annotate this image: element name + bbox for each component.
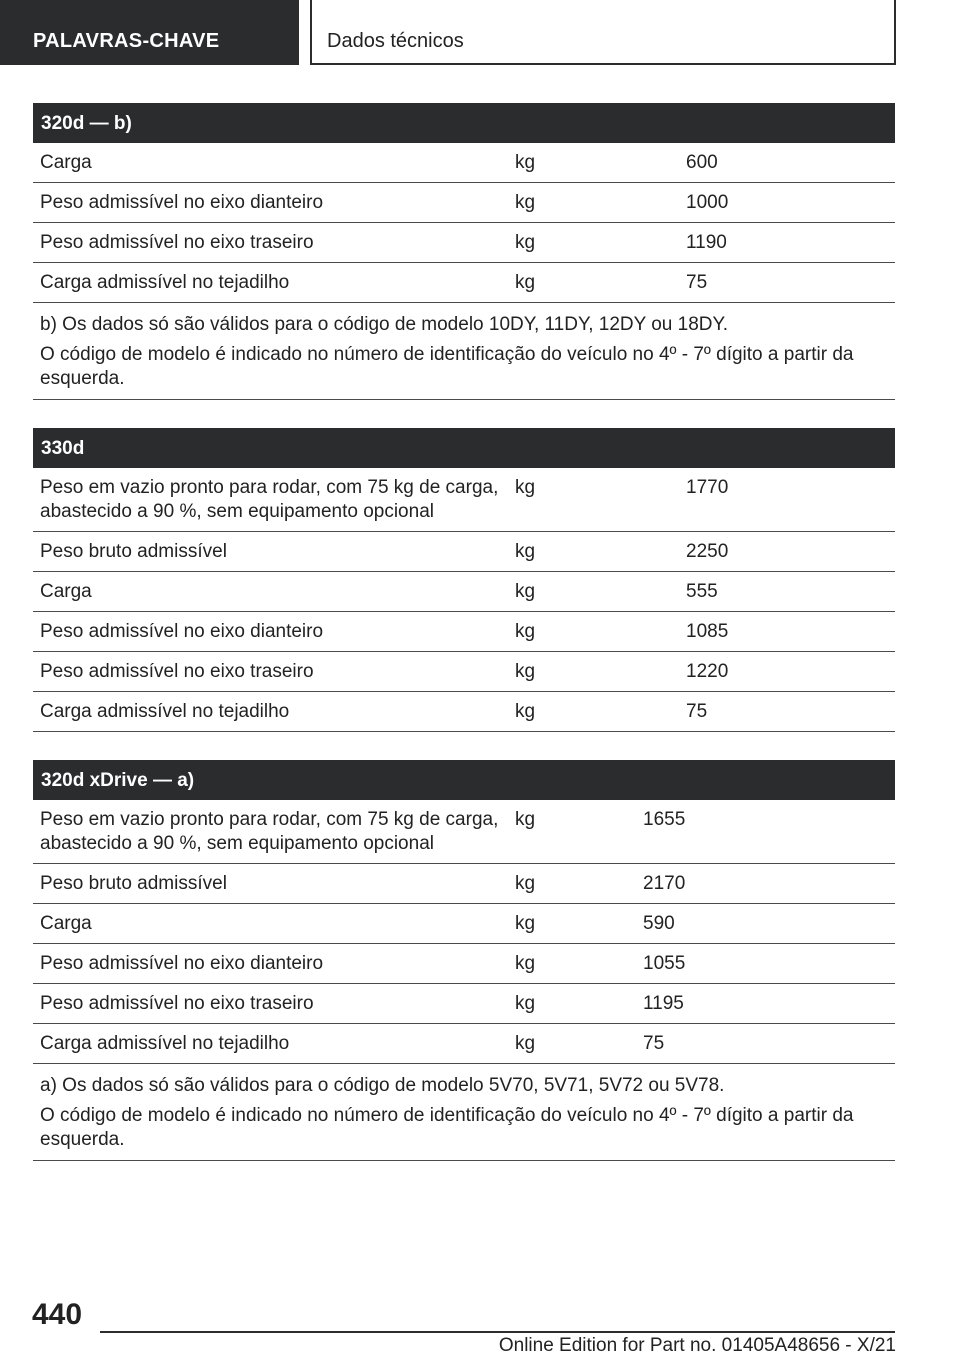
table-row <box>33 984 895 1024</box>
weights-table-320d-xdrive <box>33 760 895 1161</box>
row-label: Peso admissível no eixo traseiro <box>40 993 314 1014</box>
row-value: 1085 <box>686 621 729 642</box>
row-value: 1195 <box>643 993 684 1014</box>
row-value: 75 <box>686 272 708 293</box>
table-row <box>33 572 895 612</box>
row-label: Carga admissível no tejadilho <box>40 272 290 293</box>
row-label: Peso admissível no eixo traseiro <box>40 232 314 253</box>
table-row <box>33 612 895 652</box>
table-row <box>33 532 895 572</box>
row-value: 75 <box>643 1033 665 1054</box>
row-unit: kg <box>515 1033 536 1054</box>
row-unit: kg <box>515 701 536 722</box>
page-number: 440 <box>32 1298 83 1331</box>
footnote-line: b) Os dados só são válidos para o código de modelo 10DY, 11DY, 12DY ou 18DY. <box>40 314 728 335</box>
table-row <box>33 263 895 303</box>
row-value: 2170 <box>643 873 686 894</box>
row-value: 2250 <box>686 541 729 562</box>
row-value: 590 <box>643 913 675 934</box>
row-label: Peso bruto admissível <box>40 541 227 562</box>
table-footnote <box>33 1064 895 1161</box>
row-unit: kg <box>515 809 536 830</box>
keyword-tab[interactable]: PALAVRAS-CHAVE <box>0 0 299 65</box>
row-label: Carga <box>40 913 92 934</box>
row-label: Peso admissível no eixo traseiro <box>40 661 314 682</box>
row-unit: kg <box>515 873 536 894</box>
table-row <box>33 183 895 223</box>
table-row <box>33 1024 895 1064</box>
table-row <box>33 904 895 944</box>
table-row <box>33 223 895 263</box>
row-unit: kg <box>515 192 536 213</box>
table-title: 320d — b) <box>33 103 895 143</box>
row-label: Peso em vazio pronto para rodar, com 75 kg de carga, abastecido a 90 %, sem equipamento opcional <box>40 809 499 854</box>
row-unit: kg <box>515 661 536 682</box>
weights-table-330d <box>33 428 895 732</box>
footnote-line: O código de modelo é indicado no número de identificação do veículo no 4º - 7º dígito a partir da esquerda. <box>40 1105 854 1150</box>
row-value: 1055 <box>643 953 686 974</box>
row-label: Peso em vazio pronto para rodar, com 75 kg de carga, abastecido a 90 %, sem equipamento opcional <box>40 477 499 522</box>
row-unit: kg <box>515 993 536 1014</box>
table-row <box>33 143 895 183</box>
section-title: Dados técnicos <box>310 0 896 65</box>
row-unit: kg <box>515 953 536 974</box>
edition-note: Online Edition for Part no. 01405A48656 - X/21 <box>498 1335 896 1356</box>
table-title: 330d <box>33 428 895 468</box>
table-title: 320d xDrive — a) <box>33 760 895 800</box>
table-row <box>33 468 895 532</box>
row-unit: kg <box>515 581 536 602</box>
row-value: 1190 <box>686 232 727 253</box>
row-unit: kg <box>515 541 536 562</box>
row-label: Carga <box>40 152 92 173</box>
row-value: 1220 <box>686 661 729 682</box>
footer-divider <box>100 1331 895 1333</box>
row-label: Peso admissível no eixo dianteiro <box>40 192 324 213</box>
footnote-line: a) Os dados só são válidos para o código de modelo 5V70, 5V71, 5V72 ou 5V78. <box>40 1075 725 1096</box>
row-value: 555 <box>686 581 718 602</box>
row-label: Peso admissível no eixo dianteiro <box>40 953 324 974</box>
row-label: Carga admissível no tejadilho <box>40 701 290 722</box>
table-row <box>33 692 895 732</box>
row-label: Peso admissível no eixo dianteiro <box>40 621 324 642</box>
row-value: 75 <box>686 701 708 722</box>
footnote-line: O código de modelo é indicado no número de identificação do veículo no 4º - 7º dígito a partir da esquerda. <box>40 344 854 389</box>
row-label: Peso bruto admissível <box>40 873 227 894</box>
row-unit: kg <box>515 152 536 173</box>
row-value: 600 <box>686 152 718 173</box>
row-unit: kg <box>515 913 536 934</box>
table-row <box>33 864 895 904</box>
weights-table-320d <box>33 103 895 400</box>
row-unit: kg <box>515 621 536 642</box>
row-value: 1000 <box>686 192 729 213</box>
row-value: 1770 <box>686 477 729 498</box>
table-row <box>33 652 895 692</box>
table-footnote <box>33 303 895 400</box>
row-label: Carga admissível no tejadilho <box>40 1033 290 1054</box>
row-unit: kg <box>515 232 536 253</box>
table-row <box>33 800 895 864</box>
row-label: Carga <box>40 581 92 602</box>
row-value: 1655 <box>643 809 686 830</box>
row-unit: kg <box>515 272 536 293</box>
row-unit: kg <box>515 477 536 498</box>
table-row <box>33 944 895 984</box>
